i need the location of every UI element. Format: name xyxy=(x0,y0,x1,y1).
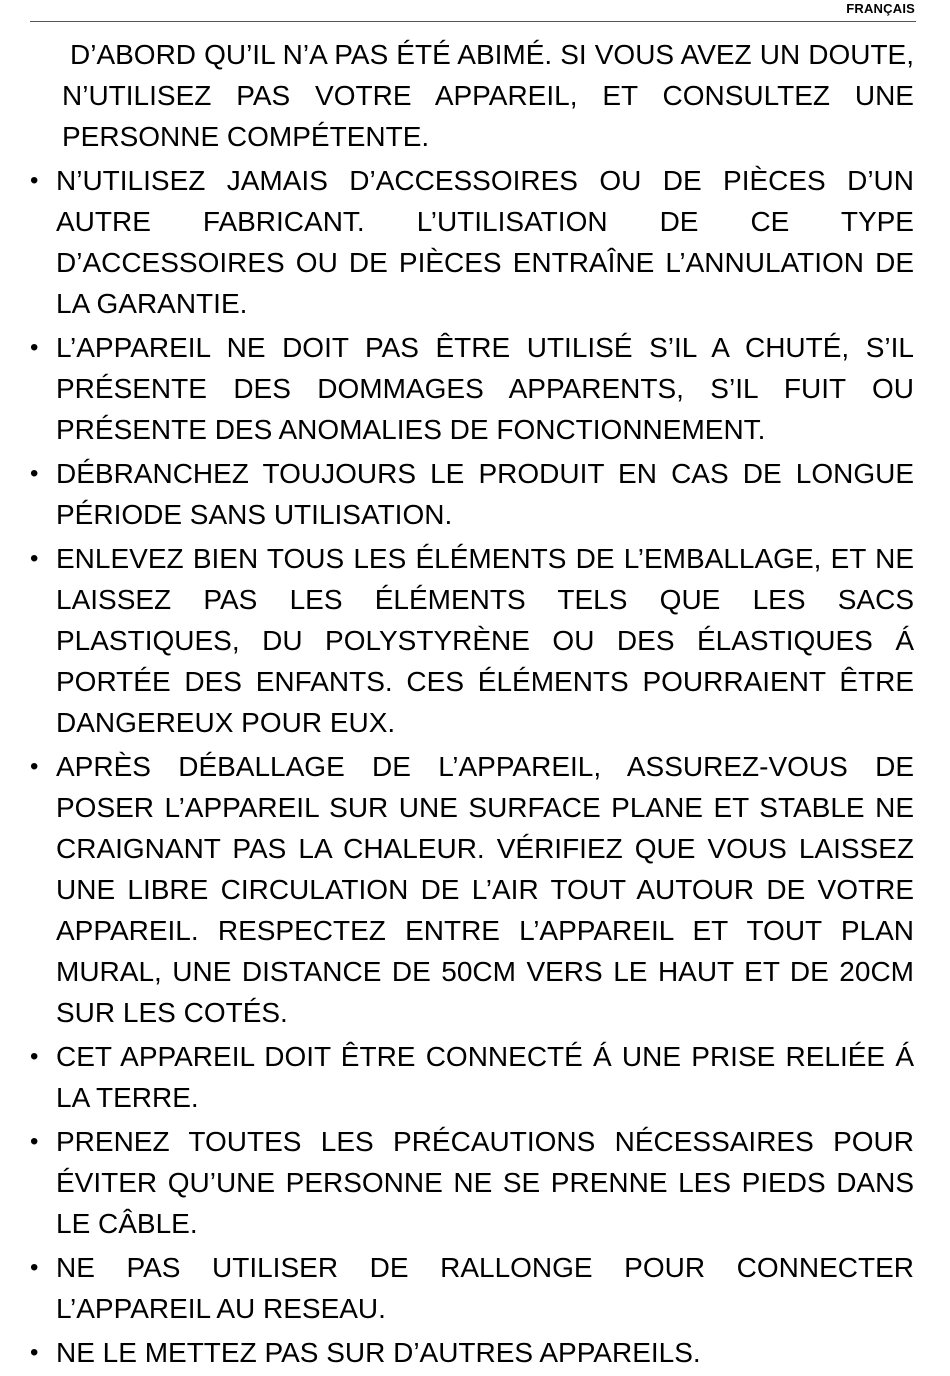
list-item-text: NE LE METTEZ PAS SUR D’AUTRES APPAREILS. xyxy=(56,1337,701,1368)
list-item-text: NE PAS UTILISER DE RALLONGE POUR CONNECTER L’APPAREIL AU RESEAU. xyxy=(56,1252,914,1324)
list-item-text: DÉBRANCHEZ TOUJOURS LE PRODUIT EN CAS DE LONGUE PÉRIODE SANS UTILISATION. xyxy=(56,458,914,530)
list-item-text: CET APPAREIL DOIT ÊTRE CONNECTÉ Á UNE PRISE RELIÉE Á LA TERRE. xyxy=(56,1041,914,1113)
list-item xyxy=(30,453,914,535)
list-item-text: ENLEVEZ BIEN TOUS LES ÉLÉMENTS DE L’EMBALLAGE, ET NE LAISSEZ PAS LES ÉLÉMENTS TELS QUE LES SACS PLASTIQUES, DU POLYSTYRÈNE OU DES ÉLASTIQUES Á PORTÉE DES ENFANTS. CES ÉLÉMENTS POURRAIENT ÊTRE DANGEREUX POUR EUX. xyxy=(56,543,914,738)
bullet-icon: • xyxy=(30,1043,39,1070)
bullet-icon: • xyxy=(30,1339,39,1366)
list-item-text: L’APPAREIL NE DOIT PAS ÊTRE UTILISÉ S’IL A CHUTÉ, S’IL PRÉSENTE DES DOMMAGES APPARENTS, S’IL FUIT OU PRÉSENTE DES ANOMALIES DE FONCTIONNEMENT. xyxy=(56,332,914,445)
list-item xyxy=(30,1247,914,1329)
list-item xyxy=(30,160,914,324)
header-divider xyxy=(30,21,916,22)
bullet-icon: • xyxy=(30,753,39,780)
bullet-icon: • xyxy=(30,1254,39,1281)
bullet-icon: • xyxy=(30,545,39,572)
list-item xyxy=(30,1036,914,1118)
list-item xyxy=(30,327,914,450)
bullet-icon: • xyxy=(30,460,39,487)
safety-instructions xyxy=(30,34,914,1376)
list-item xyxy=(30,1332,914,1373)
list-item xyxy=(30,746,914,1033)
bullet-icon: • xyxy=(30,334,39,361)
page-language-label: FRANÇAIS xyxy=(846,1,915,16)
bullet-icon: • xyxy=(30,167,39,194)
list-item-text: PRENEZ TOUTES LES PRÉCAUTIONS NÉCESSAIRES POUR ÉVITER QU’UNE PERSONNE NE SE PRENNE LES PIEDS DANS LE CÂBLE. xyxy=(56,1126,914,1239)
continuation-paragraph: D’ABORD QU’IL N’A PAS ÉTÉ ABIMÉ. SI VOUS AVEZ UN DOUTE, N’UTILISEZ PAS VOTRE APPAREIL, ET CONSULTEZ UNE PERSONNE COMPÉTENTE. xyxy=(62,39,914,152)
list-item xyxy=(30,1121,914,1244)
bullet-icon: • xyxy=(30,1128,39,1155)
list-item xyxy=(30,538,914,743)
list-item-text: APRÈS DÉBALLAGE DE L’APPAREIL, ASSUREZ-VOUS DE POSER L’APPAREIL SUR UNE SURFACE PLANE ET STABLE NE CRAIGNANT PAS LA CHALEUR. VÉRIFIEZ QUE VOUS LAISSEZ UNE LIBRE CIRCULATION DE L’AIR TOUT AUTOUR DE VOTRE APPAREIL. RESPECTEZ ENTRE L’APPAREIL ET TOUT PLAN MURAL, UNE DISTANCE DE 50CM VERS LE HAUT ET DE 20CM SUR LES COTÉS. xyxy=(56,751,914,1028)
list-item-text: N’UTILISEZ JAMAIS D’ACCESSOIRES OU DE PIÈCES D’UN AUTRE FABRICANT. L’UTILISATION DE CE TYPE D’ACCESSOIRES OU DE PIÈCES ENTRAÎNE L’ANNULATION DE LA GARANTIE. xyxy=(56,165,914,319)
